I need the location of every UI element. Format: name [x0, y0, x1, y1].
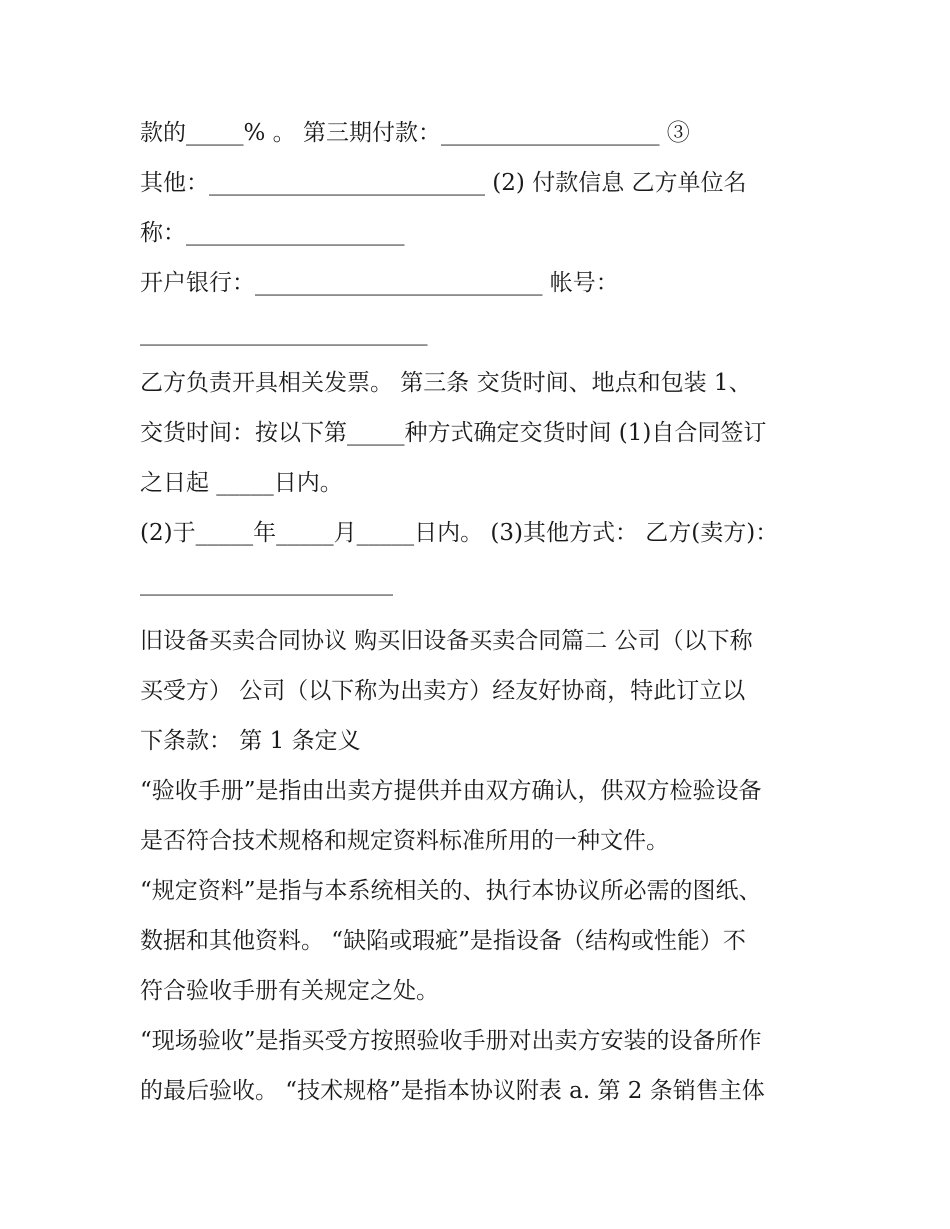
text-line: 下条款： 第 1 条定义	[140, 728, 361, 754]
text-line: 的最后验收。 “技术规格”是指本协议附表 a. 第 2 条销售主体	[140, 1078, 765, 1104]
text-line: 乙方负责开具相关发票。 第三条 交货时间、地点和包装 1、	[140, 370, 752, 396]
text-line: 买受方） 公司（以下称为出卖方）经友好协商，特此订立以	[140, 678, 746, 704]
text-line: “现场验收”是指买受方按照验收手册对出卖方安装的设备所作	[140, 1028, 762, 1054]
text-line: (2)于_____年_____月_____日内。 (3)其他方式： 乙方(卖方)：	[140, 520, 779, 546]
document-page	[140, 108, 820, 1116]
text-line: “规定资料”是指与本系统相关的、执行本协议所必需的图纸、	[140, 878, 762, 904]
text-line: _________________________	[140, 320, 428, 346]
text-line: 符合验收手册有关规定之处。	[140, 978, 439, 1004]
text-line: 旧设备买卖合同协议 购买旧设备买卖合同篇二 公司（以下称	[140, 628, 753, 654]
text-line: ______________________	[140, 570, 393, 596]
text-line: 之日起 _____日内。	[140, 470, 343, 496]
text-line: 款的_____% 。 第三期付款：___________________ ③	[140, 120, 690, 146]
text-line: 称：___________________	[140, 220, 405, 246]
text-line: 开户银行：_________________________ 帐号：	[140, 270, 619, 296]
text-line: 交货时间：按以下第_____种方式确定交货时间 (1)自合同签订	[140, 420, 767, 446]
text-line: “验收手册”是指由出卖方提供并由双方确认，供双方检验设备	[140, 778, 762, 804]
text-line: 是否符合技术规格和规定资料标准所用的一种文件。	[140, 828, 669, 854]
text-line: 数据和其他资料。 “缺陷或瑕疵”是指设备（结构或性能）不	[140, 928, 746, 954]
text-line: 其他：________________________ (2) 付款信息 乙方单位名	[140, 170, 747, 196]
paragraph-gap	[140, 608, 820, 616]
